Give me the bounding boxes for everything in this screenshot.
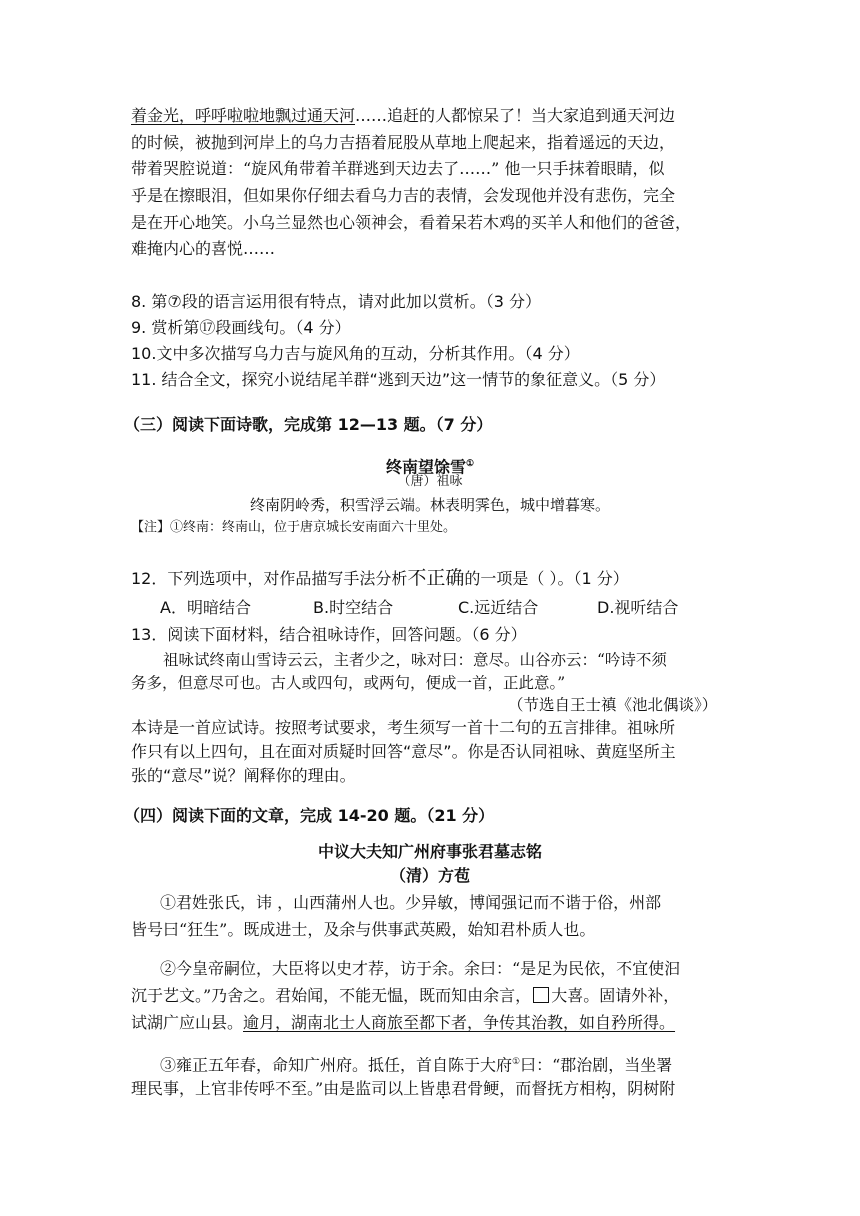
dotted-char: 构 xyxy=(595,1079,612,1098)
section-heading: （四）阅读下面的文章，完成 14-20 题。（21 分） xyxy=(124,806,495,825)
material-line: 祖咏试终南山雪诗云云，主者少之，咏对曰：意尽。山谷亦云：“吟诗不须 xyxy=(163,651,667,669)
story-line: 着金光，呼呼啦啦地飘过通天河……追赶的人都惊呆了！当大家追到通天河边 xyxy=(131,106,676,125)
option-b: B.时空结合 xyxy=(313,598,394,617)
emphasis-text: 不正确 xyxy=(407,567,465,589)
paragraph-line: 试湖广应山县。逾月，湖南北士人商旅至都下者，争传其治教，如自矜所得。 xyxy=(131,1013,676,1032)
option-a: A．明暗结合 xyxy=(160,598,251,617)
question-10: 10.文中多次描写乌力吉与旋风角的互动，分析其作用。（4 分） xyxy=(131,344,580,363)
story-line: 的时候，被抛到河岸上的乌力吉捂着屁股从草地上爬起来，指着遥远的天边， xyxy=(131,133,676,152)
question-13-text: 本诗是一首应试诗。按照考试要求，考生须写一首十二句的五言排律。祖咏所 xyxy=(131,718,676,737)
essay-author: （清）方苞 xyxy=(389,866,470,885)
question-13-text: 作只有以上四句，且在面对质疑时回答“意尽”。你是否认同祖咏、黄庭坚所主 xyxy=(131,742,676,761)
paragraph-line: 皆号曰“狂生”。既成进士，及余与供事武英殿，始知君朴质人也。 xyxy=(131,920,596,939)
material-line: 务多，但意尽可也。古人或四句，或两句，便成一首，正此意。” xyxy=(131,674,566,692)
story-line: 带着哭腔说道：“旋风角带着羊群逃到天边去了……” 他一只手抹着眼睛，似 xyxy=(131,159,665,178)
paragraph-line: 理民事，上官非传呼不至。”由是监司以上皆患君骨鲠，而督抚方相构，阴树附 xyxy=(131,1079,676,1098)
section-heading: （三）阅读下面诗歌，完成第 12—13 题。（7 分） xyxy=(124,415,493,434)
essay-title: 中议大夫知广州府事张君墓志铭 xyxy=(317,842,542,861)
question-9: 9. 赏析第⑰段画线句。（4 分） xyxy=(131,318,351,337)
story-line: 乎是在擦眼泪，但如果你仔细去看乌力吉的表情，会发现他并没有悲伤，完全 xyxy=(131,186,676,205)
poem-author: （唐）祖咏 xyxy=(397,474,463,489)
paragraph-line: ②今皇帝嗣位，大臣将以史才荐，访于余。余曰：“是足为民依，不宜使汩 xyxy=(160,959,681,978)
option-c: C.远近结合 xyxy=(458,598,539,617)
dotted-char: 患 xyxy=(435,1079,452,1098)
poem-text: 终南阴岭秀，积雪浮云端。林表明霁色，城中增暮寒。 xyxy=(249,496,610,514)
question-12: 12．下列选项中，对作品描写手法分析不正确的一项是（ ）。（1 分） xyxy=(131,567,629,589)
underlined-sentence: 逾月，湖南北士人商旅至都下者，争传其治教，如自矜所得。 xyxy=(243,1013,676,1032)
question-8: 8. 第⑦段的语言运用很有特点，请对此加以赏析。（3 分） xyxy=(131,292,541,311)
poem-note: 【注】①终南：终南山，位于唐京城长安南面六十里处。 xyxy=(131,520,457,535)
question-11: 11. 结合全文，探究小说结尾羊群“逃到天边”这一情节的象征意义。（5 分） xyxy=(131,370,666,389)
question-13: 13．阅读下面材料，结合祖咏诗作，回答问题。（6 分） xyxy=(131,625,527,644)
story-line: 是在开心地笑。小乌兰显然也心领神会，看着呆若木鸡的买羊人和他们的爸爸， xyxy=(131,213,692,232)
option-d: D.视听结合 xyxy=(597,598,679,617)
question-13-text: 张的“意尽”说？阐释你的理由。 xyxy=(131,766,356,785)
material-source: （节选自王士禛《池北偶谈》） xyxy=(508,696,718,714)
paragraph-line: 沉于艺文。”乃舍之。君始闻，不能无愠，既而知由余言， 大喜。固请外补， xyxy=(131,986,680,1005)
underlined-sentence: 着金光，呼呼啦啦地飘过通天河 xyxy=(131,106,356,125)
blank-box xyxy=(533,987,549,1003)
story-line: 难掩内心的喜悦…… xyxy=(131,239,276,258)
paragraph-line: ③雍正五年春，命知广州府。抵任，首自陈于大府①曰：“郡治剧，当坐署 xyxy=(160,1055,673,1075)
poem-title: 终南望馀雪① xyxy=(385,457,475,477)
paragraph-line: ①君姓张氏，讳 ，山西蒲州人也。少异敏，博闻强记而不谐于俗，州部 xyxy=(160,893,662,912)
